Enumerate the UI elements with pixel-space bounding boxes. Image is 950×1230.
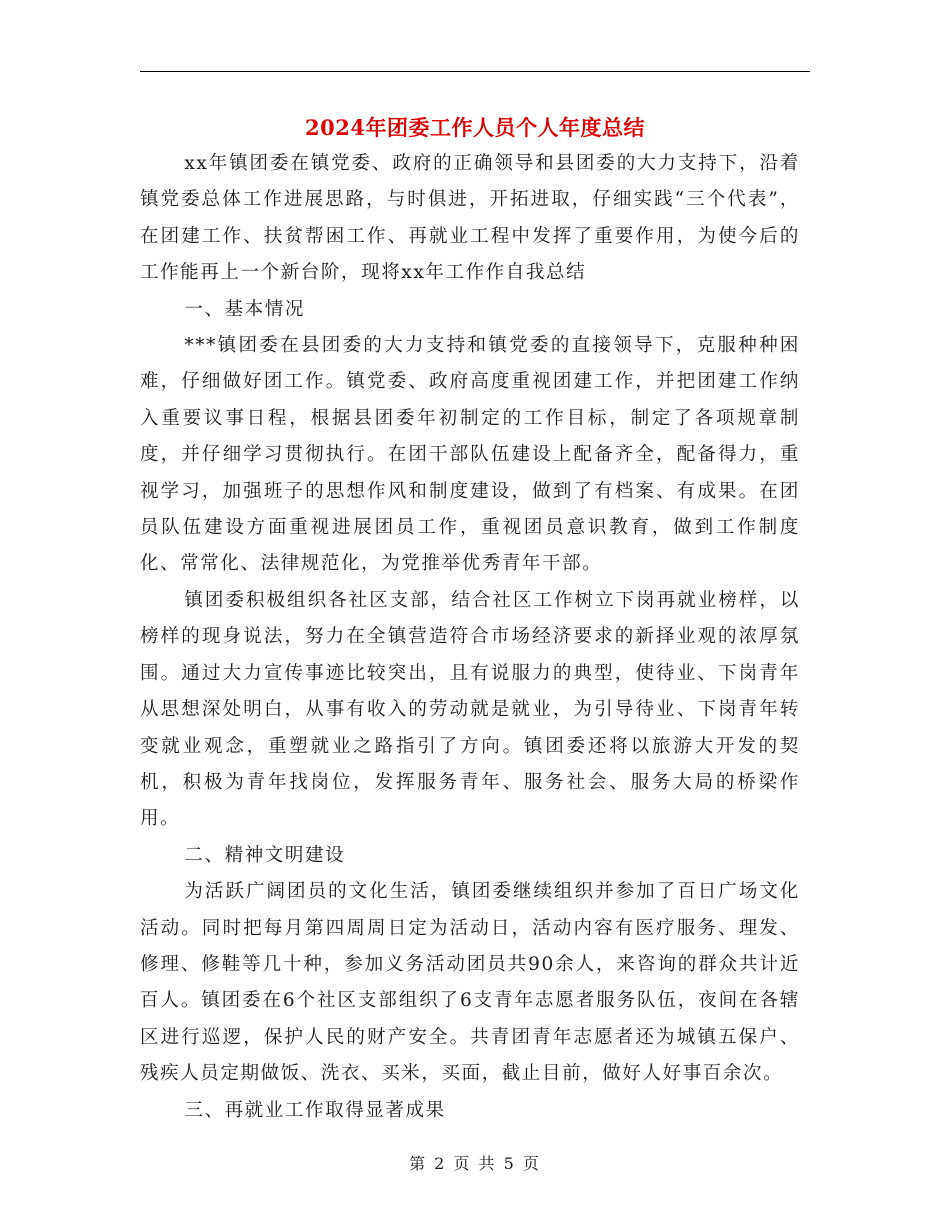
header-rule [140,71,810,72]
section-heading-civilization: 二、精神文明建设 [184,844,346,866]
section-heading-reemployment: 三、再就业工作取得显著成果 [184,1099,446,1121]
document-title: 2024年团委工作人员个人年度总结 [305,115,645,140]
paragraph-basic-situation: ***镇团委在县团委的大力支持和镇党委的直接领导下，克服种种困难，仔细做好团工作。镇党委、政府高度重视团建工作，并把团建工作纳入重要议事日程，根据县团委年初制定的工作目标，制定了各项规章制度，并仔细学习贯彻执行。在团干部队伍建设上配备齐全，配备得力，重视学习，加强班子的思想作风和制度建设，做到了有档案、有成果。在团员队伍建设方面重视进展团员工作，重视团员意识教育，做到工作制度化、常常化、法律规范化，为党推举优秀青年干部。 [140,335,800,575]
page-number: 第 2 页 共 5 页 [409,1154,541,1173]
document-body [140,146,800,1129]
paragraph-reemployment-models: 镇团委积极组织各社区支部，结合社区工作树立下岗再就业榜样，以榜样的现身说法，努力在全镇营造符合市场经济要求的新择业观的浓厚氛围。通过大力宣传事迹比较突出，且有说服力的典型，使待业、下岗青年从思想深处明白，从事有收入的劳动就是就业，为引导待业、下岗青年转变就业观念，重塑就业之路指引了方向。镇团委还将以旅游大开发的契机，积极为青年找岗位，发挥服务青年、服务社会、服务大局的桥梁作用。 [140,589,800,830]
section-heading-basic: 一、基本情况 [184,298,305,320]
paragraph-intro: xx年镇团委在镇党委、政府的正确领导和县团委的大力支持下，沿着镇党委总体工作进展思路，与时俱进，开拓进取，仔细实践“三个代表”，在团建工作、扶贫帮困工作、再就业工程中发挥了重要作用，为使今后的工作能再上一个新台阶，现将xx年工作作自我总结 [140,153,800,284]
paragraph-cultural-activities: 为活跃广阔团员的文化生活，镇团委继续组织并参加了百日广场文化活动。同时把每月第四周周日定为活动日，活动内容有医疗服务、理发、修理、修鞋等几十种，参加义务活动团员共90余人，来咨询的群众共计近百人。镇团委在6个社区支部组织了6支青年志愿者服务队伍，夜间在各辖区进行巡逻，保护人民的财产安全。共青团青年志愿者还为城镇五保户、残疾人员定期做饭、洗衣、买米，买面，截止目前，做好人好事百余次。 [140,881,800,1085]
